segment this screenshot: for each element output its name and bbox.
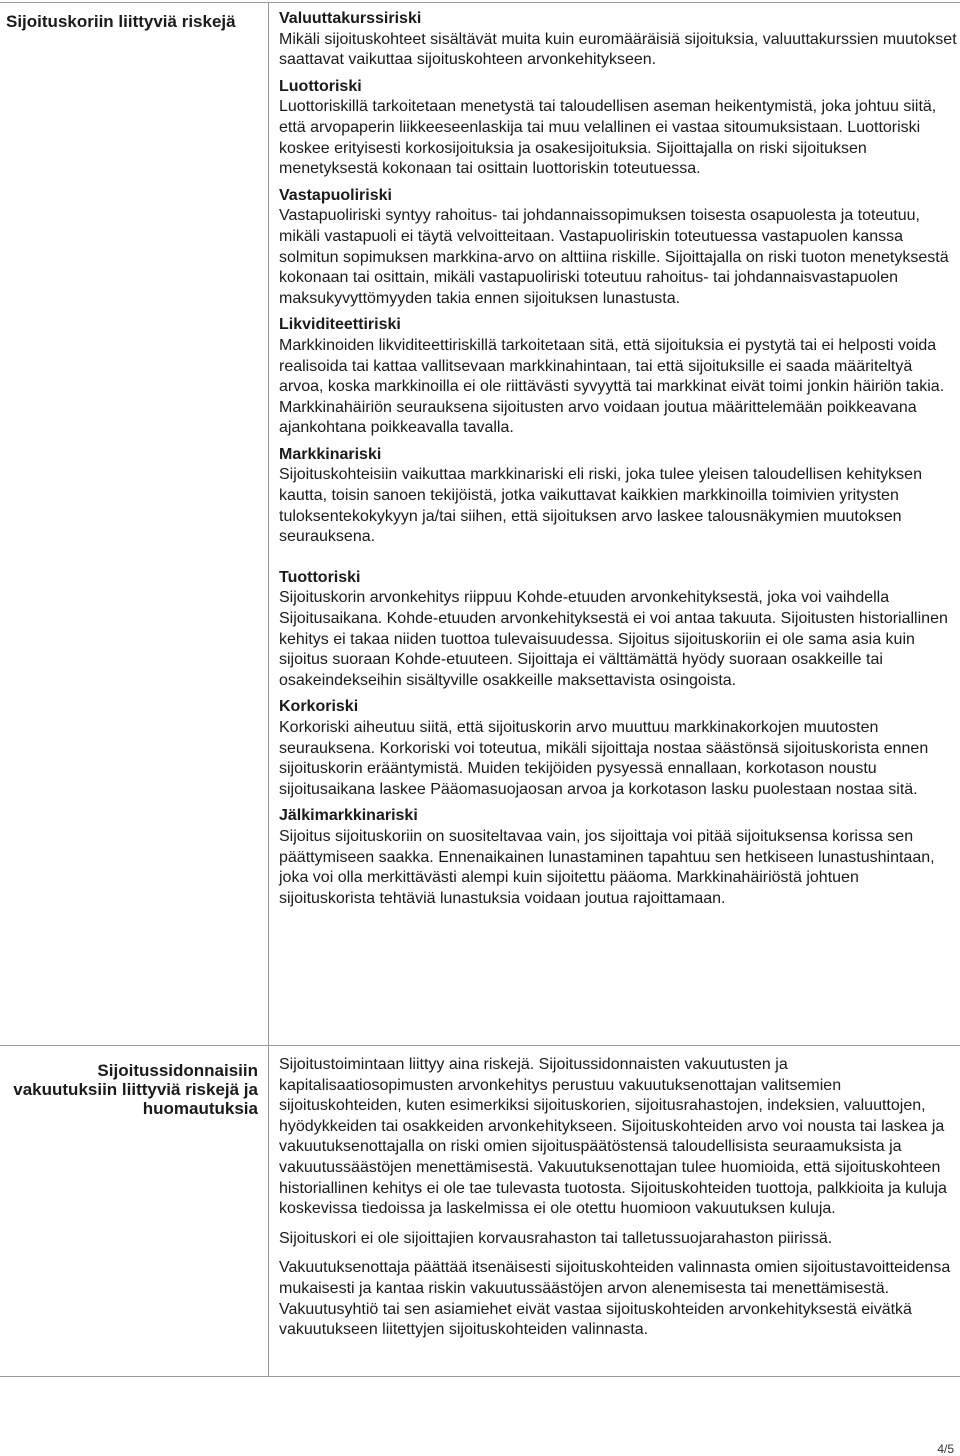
risk-text: Vastapuoliriski syntyy rahoitus- tai johdannaissopimuksen toisesta osapuolesta ja toteutuu, mikäli vastapuoli ei täytä velvoitteitaan. Vastapuoliriskin toteutuessa vastapuolen kanssa solmitun sopimuksen markkina-arvo on alttiina riskille. Sijoittajalla on riski tuoton menetyksestä kokonaan tai osittain, mikäli vastapuoliriski toteutuu rahoitus- tai johdannaisvastapuolen maksukyvyttömyyden takia ennen sijoituksen lunastusta. (279, 207, 949, 307)
note-paragraph: Vakuutuksenottaja päättää itsenäisesti sijoituskohteiden valinnasta omien sijoitustavoitteidensa mukaisesti ja kantaa riskin vakuutussäästöjen arvon alenemisesta tai menettämisestä. Vakuutusyhtiö tai sen asiamiehet eivät vastaa sijoituskohteiden arvonkehityksestä eivätkä vakuutukseen liitettyjen sijoituskohteiden valinnasta. (279, 1259, 951, 1339)
risk-text: Korkoriski aiheutuu siitä, että sijoituskorin arvo muuttuu markkinakorkojen muutosten seurauksena. Korkoriski voi toteutua, mikäli sijoittaja nostaa säästönsä sijoituskorista ennen sijoituskorin erääntymistä. Muiden tekijöiden pysyessä ennallaan, korkotason noustu sijoitusaikana laskee Pääomasuojaosan arvoa ja korkotason lasku puolestaan nostaa sitä. (279, 719, 929, 798)
risks-column (279, 9, 959, 909)
risk-heading: Likviditeettiriski (279, 316, 401, 334)
section-title-risks: Sijoituskoriin liittyviä riskejä (6, 12, 236, 31)
risk-section-counterparty (279, 186, 959, 310)
bottom-divider (0, 1376, 960, 1377)
risk-section-secondary-market (279, 806, 959, 909)
risk-section-interest (279, 697, 959, 800)
risk-heading: Markkinariski (279, 445, 382, 463)
risk-heading: Valuuttakurssiriski (279, 10, 422, 27)
risk-heading: Vastapuoliriski (279, 186, 392, 204)
column-divider-top (268, 2, 269, 1045)
risk-text: Luottoriskillä tarkoitetaan menetystä tai taloudellisen aseman heikentymistä, joka johtuu siitä, että arvopaperin liikkeeseenlaskija tai muu velallinen ei vastaa sitoumuksistaan. Luottoriski koskee erityisesti korkosijoituksia ja osakesijoituksia. Sijoittajalla on riski sijoituksen menetyksestä kokonaan tai osittain luottoriskin toteutuessa. (279, 98, 937, 178)
risk-heading: Luottoriski (279, 77, 362, 95)
risk-section-currency (279, 9, 959, 71)
risk-heading: Korkoriski (279, 698, 359, 716)
page-number: 4/5 (937, 1442, 954, 1456)
notes-column (279, 1055, 959, 1341)
note-paragraph: Sijoituskori ei ole sijoittajien korvausrahaston tai talletussuojarahaston piirissä. (279, 1229, 833, 1247)
risk-text: Sijoituskorin arvonkehitys riippuu Kohde-etuuden arvonkehityksestä, joka voi vaihdella Sijoitusaikana. Kohde-etuuden arvonkehityksestä ei voi antaa takuuta. Sijoitusten historiallinen kehitys ei takaa niiden tuottoa tulevaisuudessa. Sijoitus sijoituskoriin ei ole sama asia kuin sijoitus suoraan Kohde-etuuteen. Sijoittaja ei välttämättä hyödy suoraan osakkeille tai osakeindekseihin sisältyville osakkeille maksettavista osingoista. (279, 589, 948, 689)
risk-section-return (279, 568, 959, 692)
risk-text: Markkinoiden likviditeettiriskillä tarkoitetaan sitä, että sijoituksia ei pystytä tai ei helposti voida realisoida tai kattaa vallitsevaan markkinahintaan, tai että sijoituksille ei saada määriteltyä arvoa, koska markkinoilla ei ole riittävästi syvyyttä tai markkinat eivät toimi jonkin häiriön takia. Markkinahäiriön seurauksena sijoitusten arvo voidaan joutua määrittelemään poikkeavana ajankohtana poikkeavalla tavalla. (279, 336, 945, 437)
risk-text: Mikäli sijoituskohteet sisältävät muita kuin euromääräisiä sijoituksia, valuuttakurssien muutokset saattavat vaikuttaa sijoituskohteen arvonkehitykseen. (279, 30, 957, 69)
risk-heading: Tuottoriski (279, 568, 361, 586)
risk-section-market (279, 445, 959, 548)
top-divider (0, 2, 960, 3)
risk-section-credit (279, 77, 959, 180)
section-divider (0, 1045, 960, 1046)
risk-heading: Jälkimarkkinariski (279, 807, 418, 825)
column-divider-bottom (268, 1045, 269, 1376)
risk-section-liquidity (279, 315, 959, 439)
note-paragraph: Sijoitustoimintaan liittyy aina riskejä. Sijoitussidonnaisten vakuutusten ja kapitalisaatiosopimusten arvonkehitys perustuu vakuutuksenottajan valitsemien sijoituskohteiden, kuten esimerkiksi sijoituskorien, sijoitusrahastojen, indeksien, valuuttojen, hyödykkeiden tai osakkeiden arvonkehitykseen. Sijoituskohteiden arvo voi nousta tai laskea ja vakuutuksenottajalla on riski omien sijoituspäätöstensä taloudellisista seuraamuksista ja vakuutussäästöjen menettämisestä. Vakuutuksenottajan tulee huomioida, että sijoituskohteen historiallinen kehitys ei ole tae tulevasta tuotosta. Sijoituskohteiden tuottoja, palkkioita ja kuluja koskevissa tiedoissa ja laskelmissa ei ole otettu huomioon vakuutuksen kuluja. (279, 1056, 947, 1218)
risk-text: Sijoituskohteisiin vaikuttaa markkinariski eli riski, joka tulee yleisen taloudellisen kehityksen kautta, toisin sanoen tekijöistä, jotka vaikuttavat kaikkien markkinoilla toimivien yritysten tuloksentekokykyyn ja/tai siihen, että sijoituksen arvo laskee talousnäkymien muutoksen seurauksena. (279, 466, 922, 546)
risk-text: Sijoitus sijoituskoriin on suositeltavaa vain, jos sijoittaja voi pitää sijoituksensa korissa sen päättymiseen saakka. Ennenaikainen lunastaminen tapahtuu sen hetkiseen lunastushintaan, joka voi olla merkittävästi alempi kuin sijoitettu pääoma. Markkinahäiriöstä johtuen sijoituskorista tehtäviä lunastuksia voidaan joutua rajoittamaan. (279, 827, 935, 907)
section-title-notes: Sijoitussidonnaisiin vakuutuksiin liittyviä riskejä ja huomautuksia (13, 1061, 258, 1118)
